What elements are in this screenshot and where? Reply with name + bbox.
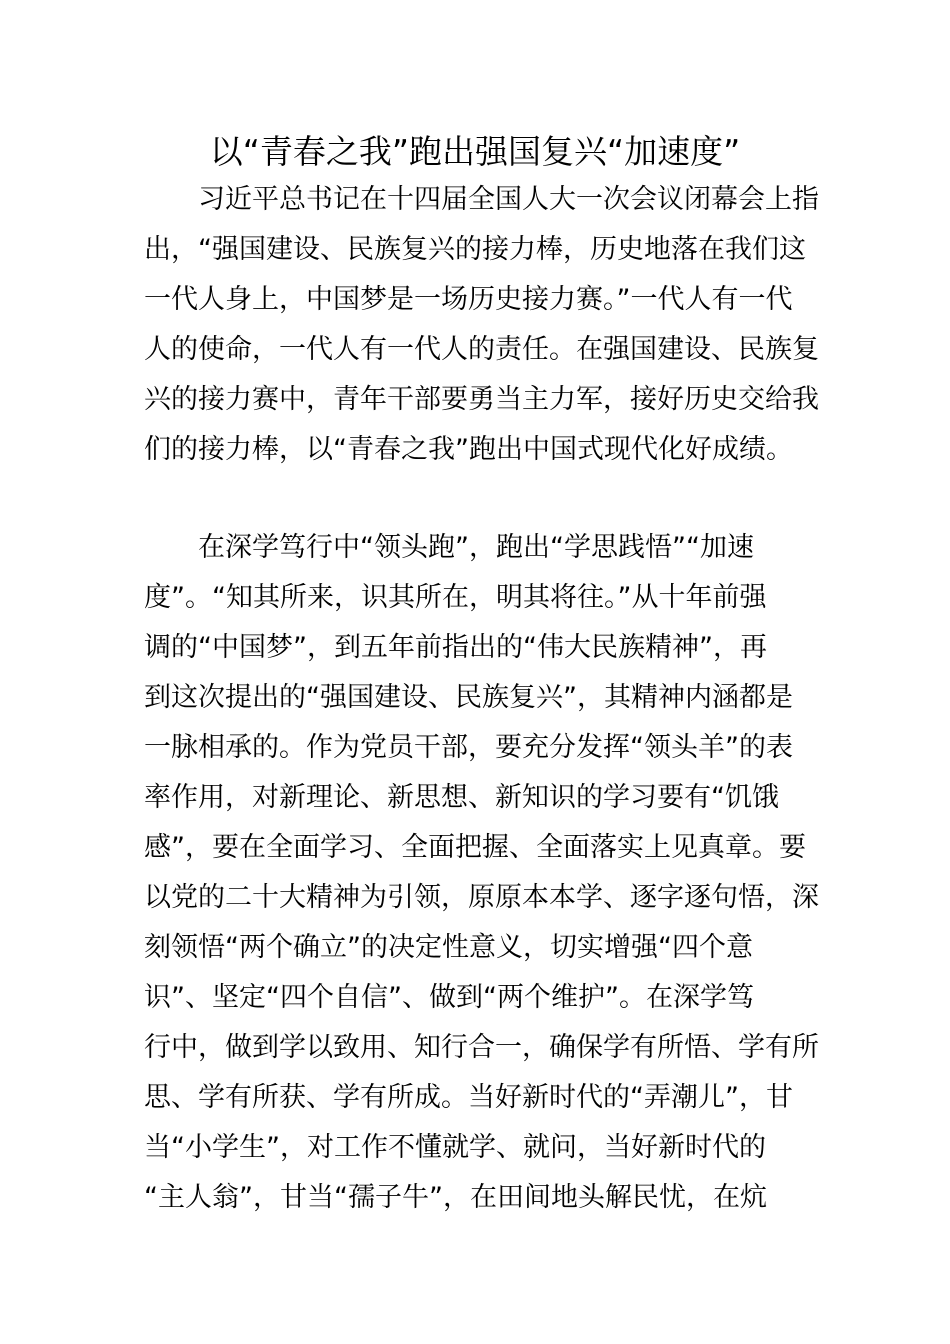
paragraph-line: 人的使命，一代人有一代人的责任。在强国建设、民族复 xyxy=(144,334,819,365)
paragraph-line: 一脉相承的。作为党员干部，要充分发挥“领头羊”的表 xyxy=(144,732,793,763)
paragraph-line: 习近平总书记在十四届全国人大一次会议闭幕会上指 xyxy=(144,184,819,215)
paragraph-line: 兴的接力赛中，青年干部要勇当主力军，接好历史交给我 xyxy=(144,384,819,415)
paragraph-line: 当“小学生”，对工作不懂就学、就问，当好新时代的 xyxy=(144,1132,766,1163)
paragraph-line: 到这次提出的“强国建设、民族复兴”，其精神内涵都是 xyxy=(144,682,793,713)
paragraph-line: 度”。“知其所来，识其所在，明其将往。”从十年前强 xyxy=(144,582,767,613)
paragraph-line: 一代人身上，中国梦是一场历史接力赛。”一代人有一代 xyxy=(144,284,793,315)
paragraph-line: 识”、坚定“四个自信”、做到“两个维护”。在深学笃 xyxy=(144,982,754,1013)
document-title: 以“青春之我”跑出强国复兴“加速度” xyxy=(209,132,741,171)
paragraph-line: 率作用，对新理论、新思想、新知识的学习要有“饥饿 xyxy=(144,782,779,813)
paragraph-line: 们的接力棒，以“青春之我”跑出中国式现代化好成绩。 xyxy=(144,434,793,465)
paragraph-line: 以党的二十大精神为引领，原原本本学、逐字逐句悟，深 xyxy=(144,882,819,913)
paragraph-line: 出，“强国建设、民族复兴的接力棒，历史地落在我们这 xyxy=(144,234,806,265)
paragraph-line: “主人翁”，甘当“孺子牛”，在田间地头解民忧，在炕 xyxy=(144,1182,767,1213)
paragraph-line: 调的“中国梦”，到五年前指出的“伟大民族精神”，再 xyxy=(144,632,767,663)
paragraph-line: 感”，要在全面学习、全面把握、全面落实上见真章。要 xyxy=(144,832,806,863)
paragraph-line: 在深学笃行中“领头跑”，跑出“学思践悟”“加速 xyxy=(144,532,754,563)
paragraph-line: 思、学有所获、学有所成。当好新时代的“弄潮儿”，甘 xyxy=(144,1082,793,1113)
paragraph-line: 刻领悟“两个确立”的决定性意义，切实增强“四个意 xyxy=(144,932,753,963)
paragraph-line: 行中，做到学以致用、知行合一，确保学有所悟、学有所 xyxy=(144,1032,819,1063)
